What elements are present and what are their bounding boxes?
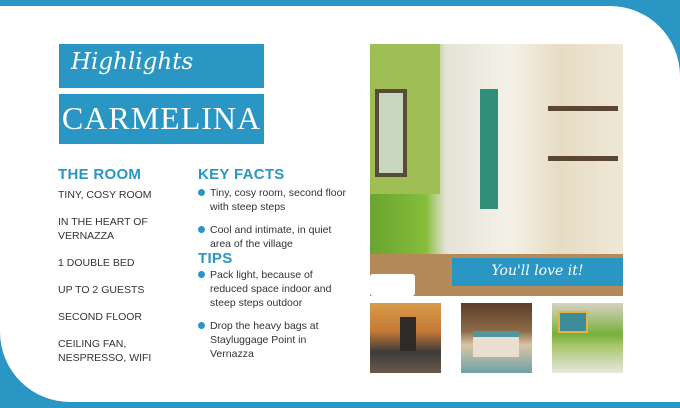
tip-text: Drop the heavy bags at Stayluggage Point in Vernazza	[210, 320, 319, 360]
key-facts-heading: KEY FACTS	[198, 166, 285, 183]
bullet-icon	[198, 322, 205, 329]
wall-shelf	[548, 106, 618, 111]
tips-heading: TIPS	[198, 250, 233, 267]
key-fact-item	[198, 186, 348, 214]
room-list	[58, 188, 188, 378]
bullet-icon	[198, 226, 205, 233]
thumbnail-towels-photo	[461, 303, 532, 373]
highlights-script-title: Highlights	[59, 44, 264, 88]
doorway	[400, 317, 416, 351]
bullet-icon	[198, 271, 205, 278]
wall-mirror	[375, 89, 407, 177]
tip-item	[198, 268, 348, 310]
key-fact-item	[198, 223, 348, 251]
key-fact-text: Tiny, cosy room, second floor with steep steps	[210, 187, 346, 213]
room-item: 1 DOUBLE BED	[58, 257, 135, 269]
room-item: IN THE HEART OF VERNAZZA	[58, 216, 148, 242]
room-item: SECOND FLOOR	[58, 311, 143, 323]
key-facts-list	[198, 186, 348, 260]
photo-banner: You'll love it!	[452, 258, 623, 286]
towels	[473, 331, 519, 357]
room-item: UP TO 2 GUESTS	[58, 284, 145, 296]
key-fact-text: Cool and intimate, in quiet area of the village	[210, 224, 332, 250]
room-name-title: CARMELINA	[59, 94, 264, 144]
highlights-card	[0, 6, 680, 402]
tip-text: Pack light, because of reduced space indoor and steep steps outdoor	[210, 269, 332, 309]
room-item: TINY, COSY ROOM	[58, 189, 152, 201]
the-room-heading: THE ROOM	[58, 166, 142, 183]
thumbnail-entrance-photo	[370, 303, 441, 373]
side-table	[370, 274, 415, 296]
window-shutter	[480, 89, 498, 209]
thumbnail-room-photo	[552, 303, 623, 373]
bullet-icon	[198, 189, 205, 196]
tip-item	[198, 319, 348, 361]
wall-shelf	[548, 156, 618, 161]
tips-list	[198, 268, 348, 370]
wall-art	[558, 311, 588, 333]
room-item: CEILING FAN, NESPRESSO, WIFI	[58, 338, 152, 364]
